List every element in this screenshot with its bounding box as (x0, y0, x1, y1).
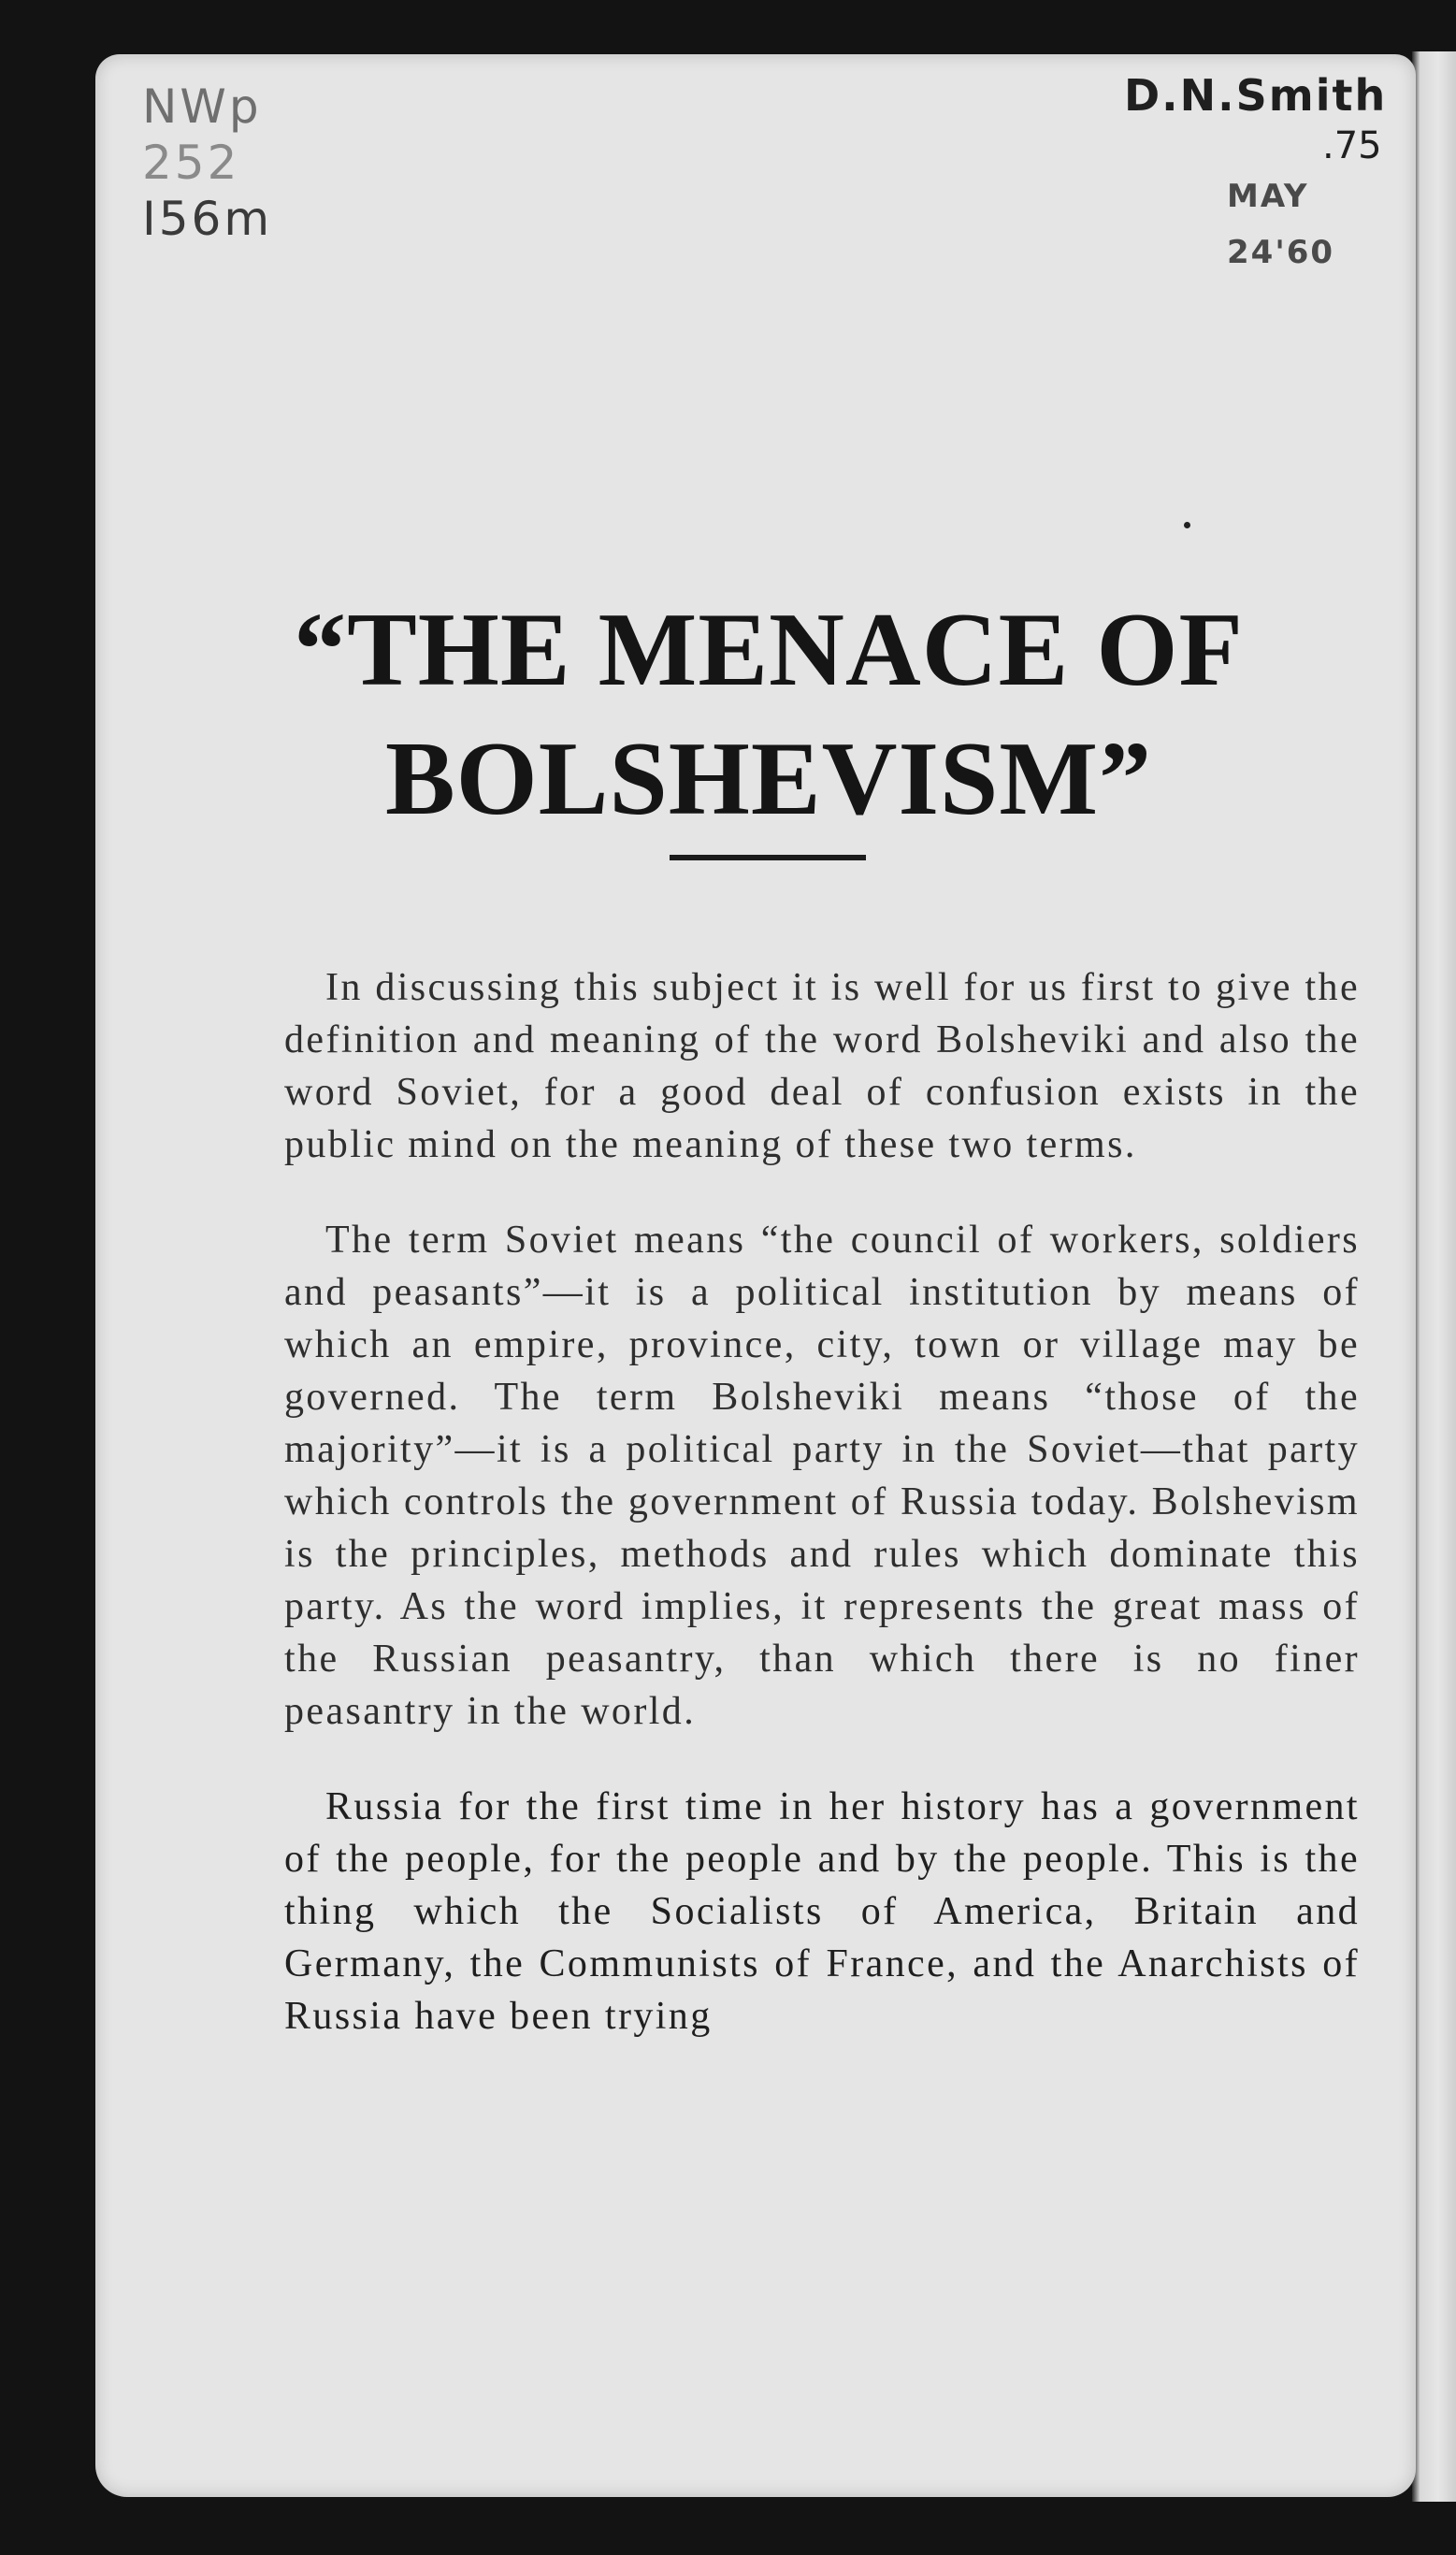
adjacent-page-edge (1412, 51, 1456, 2502)
call-number-line-1: NWp (142, 79, 262, 134)
body-text (284, 961, 1360, 2086)
title-line-2: BOLSHEVISM” (384, 721, 1153, 837)
price-note: .75 (1322, 124, 1382, 167)
ink-speck (1184, 522, 1190, 528)
call-number-line-3: I56m (142, 192, 273, 246)
paragraph-3: Russia for the first time in her history has a government of the people, for the people and by the people. This is the thing which the Socialists of America, Britain and Germany, the Communists of France, and the Anarchists of Russia have been trying (284, 1785, 1360, 2038)
date-stamp: MAY 24'60 (1227, 178, 1335, 271)
document-title (170, 585, 1367, 844)
title-divider (670, 855, 866, 860)
title-line-1: “THE MENACE OF (294, 592, 1244, 708)
paragraph-2: The term Soviet means “the council of workers, soldiers and peasants”—it is a political institution by means of which an empire, province, city, town or village may be governed. The term Bolsheviki means “those of the majority”—it is a political party in the Soviet—that party which controls the government of Russia today. Bolshevism is the principles, methods and rules which dominate this party. As the word implies, it represents the great mass of the Russian peasantry, than which there is no finer peasantry in the world. (284, 1219, 1360, 1733)
handwritten-call-number (142, 79, 272, 247)
handwritten-owner-note (1124, 67, 1416, 281)
document-page (95, 54, 1416, 2497)
call-number-line-2: 252 (142, 136, 240, 190)
owner-name: D.N.Smith (1124, 70, 1388, 121)
paragraph-1: In discussing this subject it is well for us first to give the definition and meaning of the word Bolsheviki and also the word Soviet, for a good deal of confusion exists in the public mind on the meaning of these two terms. (284, 966, 1360, 1166)
